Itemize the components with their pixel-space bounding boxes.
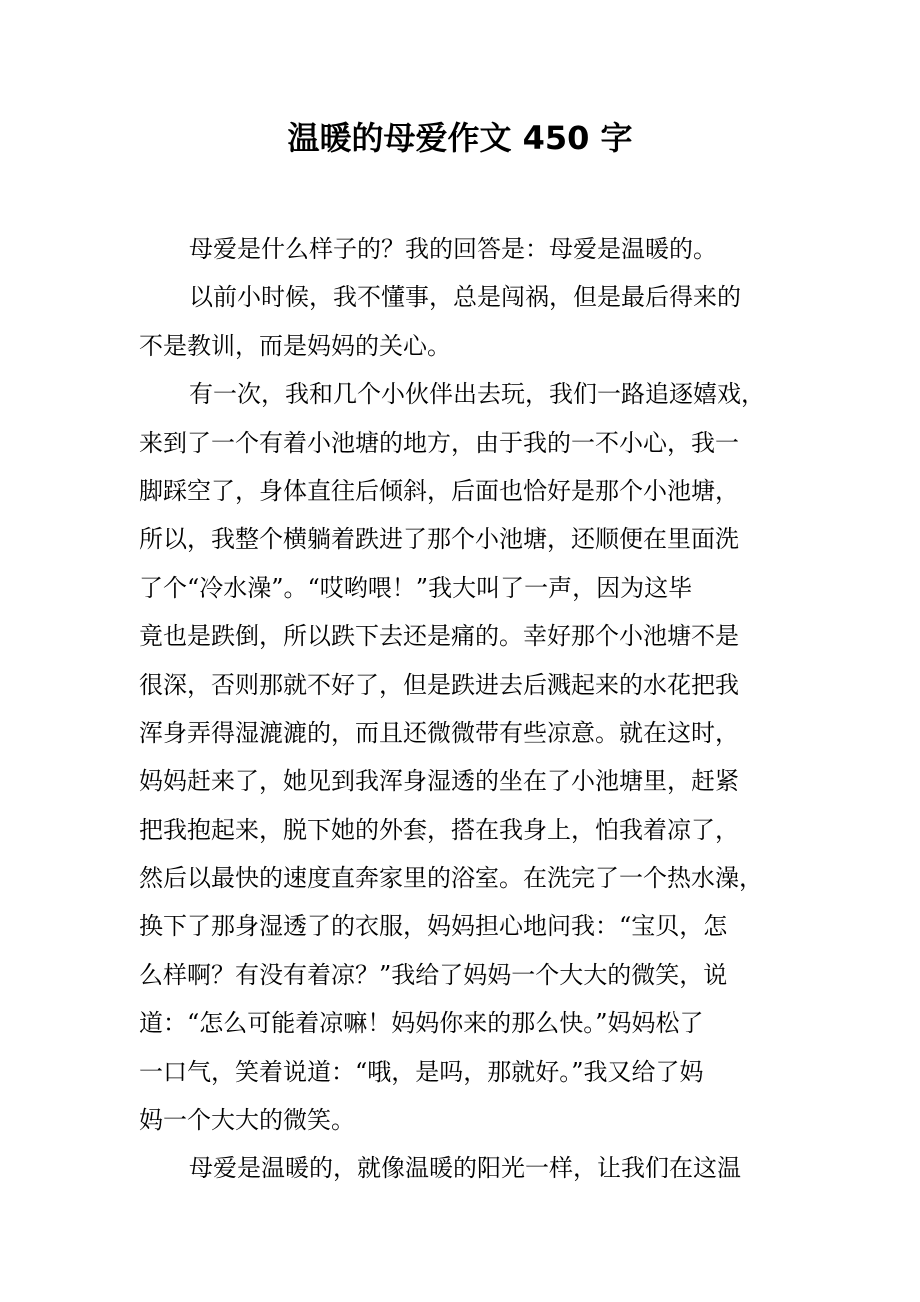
text-line: 不是教训，而是妈妈的关心。 [139,331,451,360]
document-body [139,225,779,1193]
text-line: 母爱是什么样子的？我的回答是：母爱是温暖的。 [189,235,717,263]
text-line: 以前小时候，我不懂事，总是闯祸，但是最后得来的 [189,283,741,312]
text-line: 浑身弄得湿漉漉的，而且还微微带有些凉意。就在这时， [139,718,739,747]
text-line: 么样啊？有没有着凉？”我给了妈妈一个大大的微笑，说 [139,960,728,989]
text-line: 把我抱起来，脱下她的外套，搭在我身上，怕我着凉了， [139,815,739,844]
paragraph-3 [139,370,779,1144]
text-line: 竟也是跌倒，所以跌下去还是痛的。幸好那个小池塘不是 [139,622,739,651]
paragraph-2 [139,273,779,370]
text-line: 然后以最快的速度直奔家里的浴室。在洗完了一个热水澡， [139,864,763,893]
text-line: 很深，否则那就不好了，但是跌进去后溅起来的水花把我 [139,670,739,699]
document-title: 温暖的母爱作文 450 字 [287,119,633,157]
text-line: 换下了那身湿透了的衣服，妈妈担心地问我：“宝贝，怎 [139,912,728,941]
paragraph-1 [139,225,779,273]
text-line: 所以，我整个横躺着跌进了那个小池塘，还顺便在里面洗 [139,525,739,554]
paragraph-4 [139,1144,779,1192]
text-line: 妈一个大大的微笑。 [139,1106,355,1135]
text-line: 了个“冷水澡”。“哎哟喂！”我大叫了一声，因为这毕 [139,573,693,602]
text-line: 母爱是温暖的，就像温暖的阳光一样，让我们在这温 [189,1154,741,1183]
text-line: 有一次，我和几个小伙伴出去玩，我们一路追逐嬉戏， [189,380,765,409]
text-line: 脚踩空了，身体直往后倾斜，后面也恰好是那个小池塘， [139,476,739,505]
text-line: 来到了一个有着小池塘的地方，由于我的一不小心，我一 [139,428,739,457]
text-line: 一口气，笑着说道：“哦，是吗，那就好。”我又给了妈 [139,1057,704,1086]
text-line: 道：“怎么可能着凉嘛！妈妈你来的那么快。”妈妈松了 [139,1009,704,1038]
text-line: 妈妈赶来了，她见到我浑身湿透的坐在了小池塘里，赶紧 [139,767,739,796]
